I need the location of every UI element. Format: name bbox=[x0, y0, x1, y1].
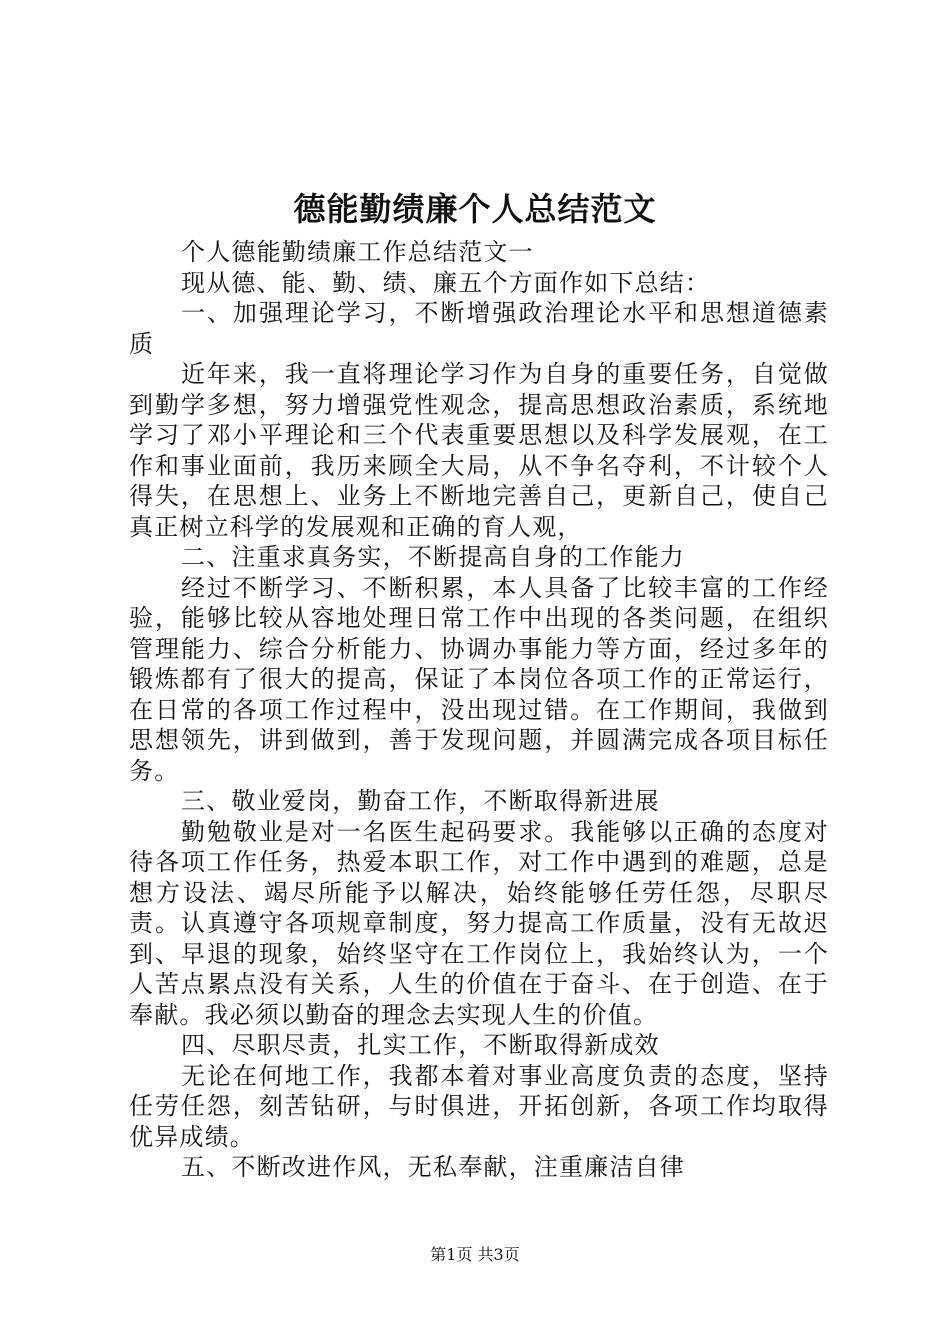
section-heading-5: 五、不断改进作风，无私奉献，注重廉洁自律 bbox=[181, 1153, 685, 1181]
section-body-1: 近年来，我一直将理论学习作为自身的重要任务，自觉做到勤学多想，努力增强党性观念，提高思想政治素质，系统地学习了邓小平理论和三个代表重要思想以及科学发展观，在工作和事业面前，我历来顾全大局，从不争名夺利，不计较个人得失，在思想上、业务上不断地完善自己，更新自己，使自己真正树立科学的发展观和正确的育人观， bbox=[129, 360, 829, 541]
section-body-4: 无论在何地工作，我都本着对事业高度负责的态度，坚持任劳任怨，刻苦钻研，与时俱进，开拓创新，各项工作均取得优异成绩。 bbox=[129, 1061, 829, 1151]
section-heading-2: 二、注重求真务实，不断提高自身的工作能力 bbox=[181, 543, 685, 571]
section-body-2: 经过不断学习、不断积累，本人具备了比较丰富的工作经验，能够比较从容地处理日常工作中出现的各类问题，在组织管理能力、综合分析能力、协调办事能力等方面，经过多年的锻炼都有了很大的提高，保证了本岗位各项工作的正常运行，在日常的各项工作过程中，没出现过错。在工作期间，我做到思想领先，讲到做到，善于发现问题，并圆满完成各项目标任务。 bbox=[129, 573, 829, 785]
section-heading-3: 三、敬业爱岗，勤奋工作，不断取得新进展 bbox=[181, 787, 660, 815]
section-body-3: 勤勉敬业是对一名医生起码要求。我能够以正确的态度对待各项工作任务，热爱本职工作，对工作中遇到的难题，总是想方设法、竭尽所能予以解决，始终能够任劳任怨，尽职尽责。认真遵守各项规章制度，努力提高工作质量，没有无故迟到、早退的现象，始终坚守在工作岗位上，我始终认为，一个人苦点累点没有关系，人生的价值在于奋斗、在于创造、在于奉献。我必须以勤奋的理念去实现人生的价值。 bbox=[129, 817, 829, 1029]
section-heading-4: 四、尽职尽责，扎实工作，不断取得新成效 bbox=[181, 1031, 660, 1059]
document-title: 德能勤绩廉个人总结范文 bbox=[293, 190, 657, 228]
paragraph-overview: 现从德、能、勤、绩、廉五个方面作如下总结： bbox=[181, 268, 711, 297]
page-number-footer: 第1页 共3页 bbox=[430, 1245, 520, 1264]
document-body bbox=[129, 237, 829, 1183]
section-heading-1: 一、加强理论学习，不断增强政治理论水平和思想道德素质 bbox=[129, 299, 829, 358]
paragraph-intro: 个人德能勤绩廉工作总结范文一 bbox=[181, 238, 534, 266]
